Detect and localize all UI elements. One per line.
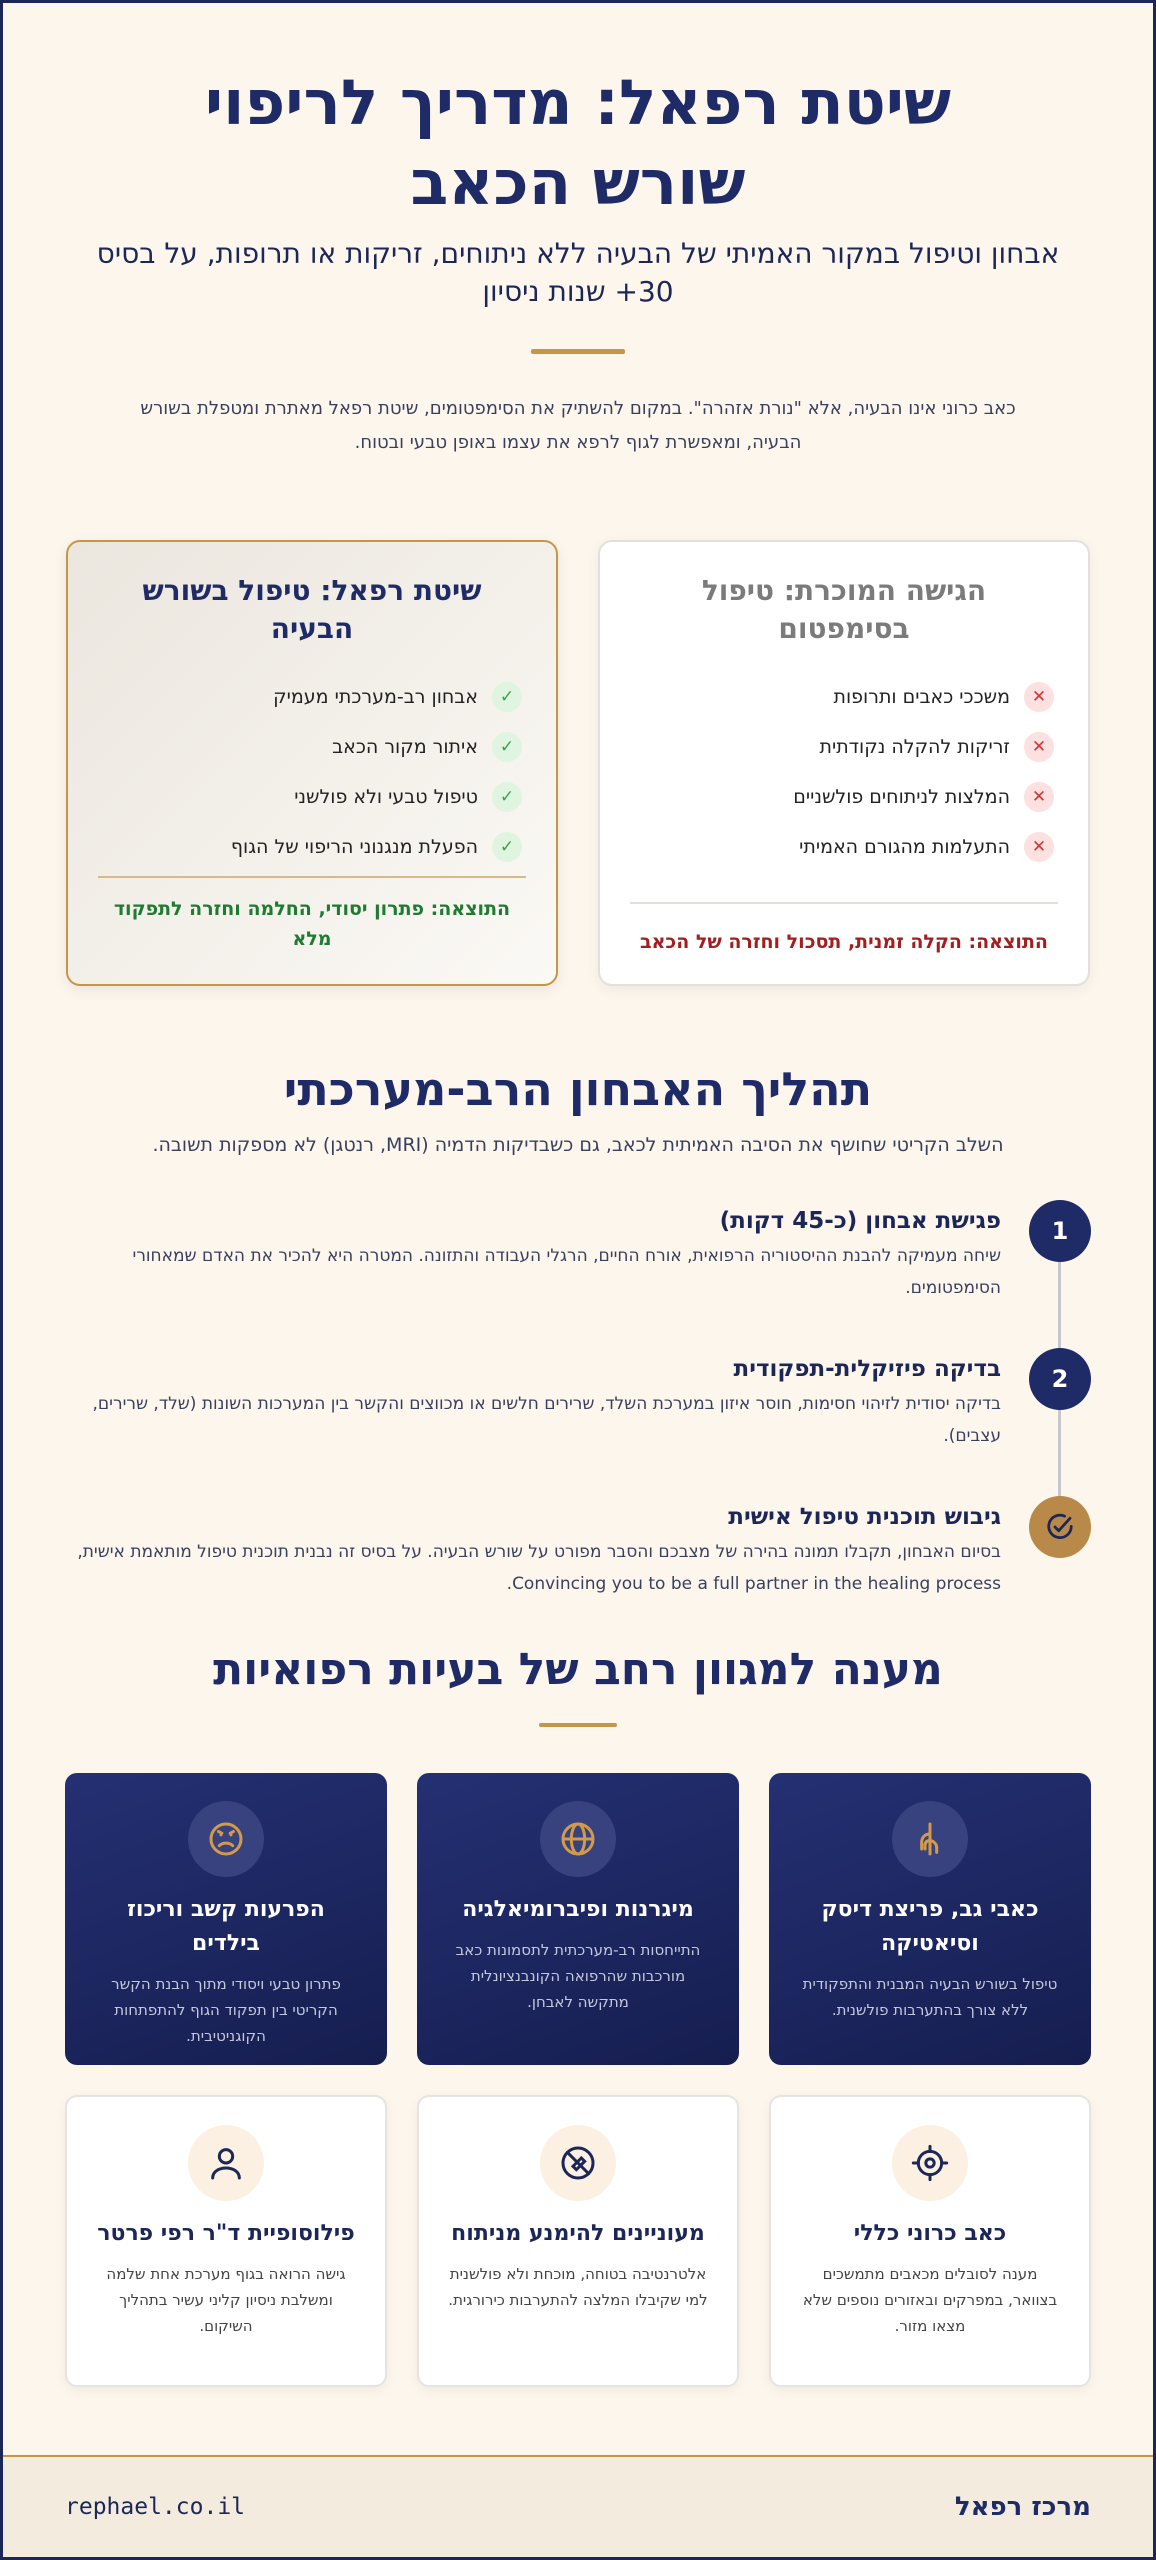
conventional-card [598,540,1090,986]
step-text: שיחה מעמיקה להבנת ההיסטוריה הרפואית, אורח החיים, הרגלי העבודה והתזונה. המטרה היא להכיר את האדם שמאחורי הסימפטומים. [132,1246,1001,1298]
step-text: בסיום האבחון, תקבלו תמונה בהירה של מצבכם והסבר מפורט על שורש הבעיה. על בסיס זה נבנית תוכנית טיפול מותאמת אישית, Convincing you to be a full partner in the healing process. [77,1542,1001,1594]
step-title: בדיקה פיזיקלית-תפקודית [733,1356,1001,1382]
condition-text: אלטרנטיבה בטוחה, מוכחת ולא פולשנית למי שקיבלו המלצה להתערבות כירורגית. [448,2265,708,2309]
hero [3,3,1153,460]
person-icon [188,2125,264,2201]
check-icon: ✓ [492,732,522,762]
condition-text: גישה הרואה בגוף מערכת אחת שלמה ומשלבת ניסיון קליני עשיר בתהליך השיקום. [106,2265,346,2335]
list-item [634,822,1054,872]
footer-site-link[interactable]: rephael.co.il [65,2494,246,2520]
check-icon: ✓ [492,782,522,812]
list-item [634,672,1054,722]
step-number: 1 [1029,1200,1091,1262]
list-item-label: התעלמות מהגורם האמיתי [799,836,1010,858]
card-divider [98,876,526,878]
condition-card [769,1773,1091,2065]
process-steps [65,1200,1091,1600]
spine-icon [892,1801,968,1877]
comparison-section [3,540,1153,986]
hero-divider [531,349,625,354]
process-subtitle: השלב הקריטי שחושף את הסיבה האמיתית לכאב, גם כשבדיקות הדמיה (MRI, רנטגן) לא מספקות תשובה. [152,1134,1004,1156]
sad-face-icon [188,1801,264,1877]
rafael-result: התוצאה: פתרון יסודי, החלמה וחזרה לתפקוד מלא [113,898,511,950]
condition-title: כאבי גב, פריצת דיסק וסיאטיקה [821,1897,1039,1956]
conditions-divider [539,1723,617,1727]
x-icon: ✕ [1024,832,1054,862]
intro-text: כאב כרוני אינו הבעיה, אלא "נורת אזהרה". במקום להשתיק את הסימפטומים, שיטת רפאל מאתרת ומטפלת בשורש הבעיה, ומאפשרת לגוף לרפא את עצמו באופן טבעי ובטוח. [140,398,1016,453]
list-item [634,722,1054,772]
page-title: שיטת רפאל: מדריך לריפוי שורש הכאב [204,66,952,219]
condition-card [769,2095,1091,2387]
list-item [102,772,522,822]
condition-text: התייחסות רב-מערכתית לתסמונות כאב מורכבות שהרפואה הקונבנציונלית מתקשה לאבחן. [455,1941,701,2011]
list-item [102,722,522,772]
process-step-3 [65,1496,1091,1600]
crosshair-icon [892,2125,968,2201]
step-number: 2 [1029,1348,1091,1410]
check-icon: ✓ [492,682,522,712]
rafael-title: שיטת רפאל: טיפול בשורש הבעיה [142,574,482,645]
list-item-label: איתור מקור הכאב [332,736,478,758]
condition-card [65,2095,387,2387]
condition-title: פילוסופיית ד"ר רפי פרטר [97,2221,355,2246]
x-icon: ✕ [1024,782,1054,812]
list-item [634,772,1054,822]
list-item-label: טיפול טבעי ולא פולשני [294,786,478,808]
condition-card [417,2095,739,2387]
step-title: פגישת אבחון (כ-45 דקות) [719,1208,1001,1234]
rafael-list [102,672,522,872]
process-title: תהליך האבחון הרב-מערכתי [283,1062,873,1116]
condition-card [65,1773,387,2065]
conditions-grid [3,1773,1153,2387]
condition-card [417,1773,739,2065]
list-item [102,822,522,872]
process-step-2 [65,1348,1091,1452]
list-item-label: אבחון רב-מערכתי מעמיק [273,686,478,708]
condition-text: טיפול בשורש הבעיה המבנית והתפקודית ללא צורך בהתערבות פולשנית. [802,1975,1058,2019]
list-item-label: המלצות לניתוחים פולשניים [793,786,1010,808]
conventional-title: הגישה המוכרת: טיפול בסימפטום [701,574,987,645]
step-text: בדיקה יסודית לזיהוי חסימות, חוסר איזון במערכת השלד, שרירים חלשים או מכווצים והקשר בין המערכות השונות (שלד, שרירים, עצבים). [92,1394,1001,1446]
rafael-card [66,540,558,986]
conventional-list [634,672,1054,872]
x-icon: ✕ [1024,682,1054,712]
footer [3,2455,1153,2557]
footer-brand: מרכז רפאל [954,2492,1091,2522]
list-item-label: הפעלת מנגנוני הריפוי של הגוף [230,836,478,858]
page-subtitle: אבחון וטיפול במקור האמיתי של הבעיה ללא ניתוחים, זריקות או תרופות, על בסיס 30+ שנות ניסיון [96,237,1060,308]
card-divider [630,902,1058,904]
check-icon: ✓ [492,832,522,862]
list-item-label: משככי כאבים ותרופות [833,686,1010,708]
x-icon: ✕ [1024,732,1054,762]
condition-title: כאב כרוני כללי [853,2221,1007,2246]
condition-title: מיגרנות ופיברומיאלגיה [462,1897,694,1922]
no-surgery-icon [540,2125,616,2201]
process-step-1 [65,1200,1091,1304]
globe-icon [540,1801,616,1877]
list-item-label: זריקות להקלה נקודתית [819,736,1010,758]
conditions-title: מענה למגוון רחב של בעיות רפואיות [213,1644,943,1695]
conventional-result: התוצאה: הקלה זמנית, תסכול וחזרה של הכאב [640,931,1048,953]
list-item [102,672,522,722]
condition-text: פתרון טבעי ויסודי מתוך הבנת הקשר הקריטי בין תפקוד הגוף להתפתחות הקוגניטיבית. [111,1975,341,2045]
check-circle-icon [1029,1496,1091,1558]
step-title: גיבוש תוכנית טיפול אישית [728,1504,1001,1530]
condition-title: מעוניינים להימנע מניתוח [451,2221,705,2246]
condition-text: מענה לסובלים מכאבים מתמשכים בצוואר, במפרקים ובאזורים נוספים שלא מצאו מזור. [802,2265,1058,2335]
condition-title: הפרעות קשב וריכוז בילדים [127,1897,325,1956]
